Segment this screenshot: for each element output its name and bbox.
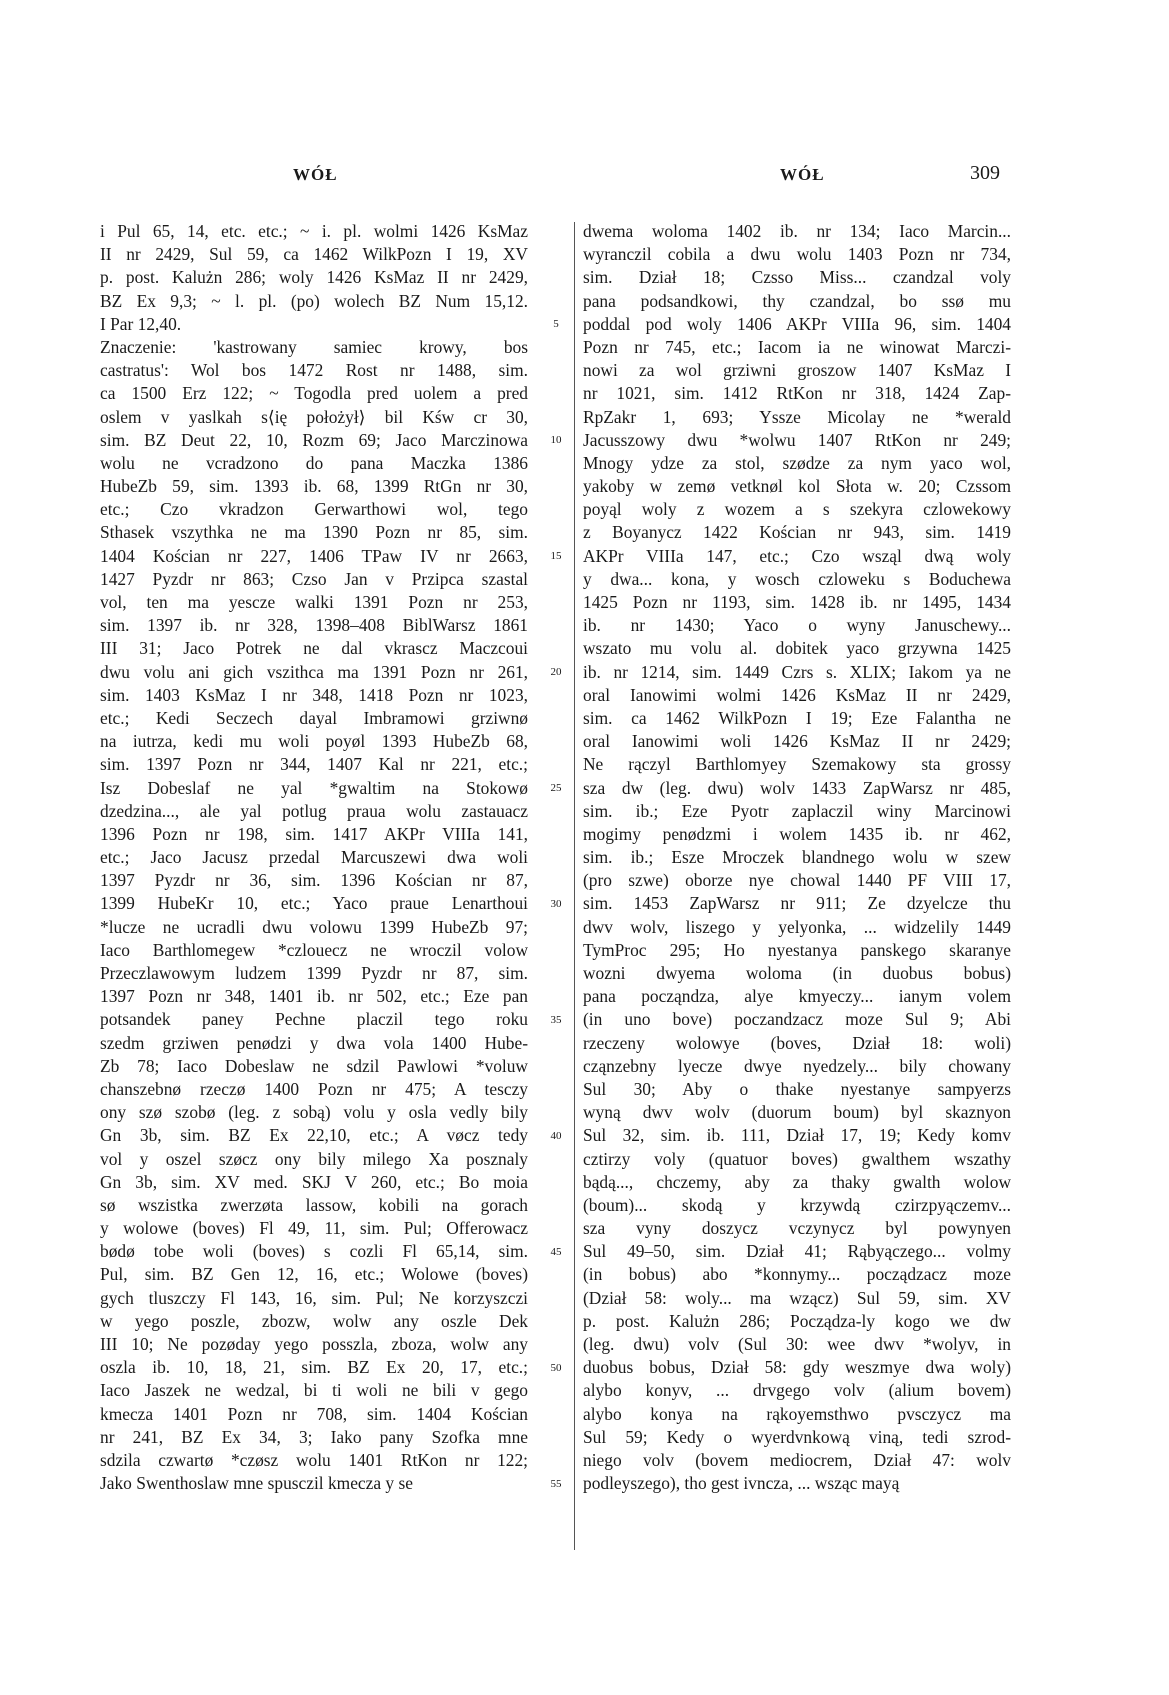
text-line: 1425 Pozn nr 1193, sim. 1428 ib. nr 1495, 1434	[583, 592, 1011, 612]
text-line: castratus': Wol bos 1472 Rost nr 1488, sim.	[100, 360, 528, 381]
text-line: (in bobus) abo *konnymy... począdzacz moze	[583, 1264, 1011, 1285]
text-line: 1397 Pozn nr 348, 1401 ib. nr 502, etc.; Eze pan	[100, 986, 528, 1007]
text-line: wolu ne vcradzono do pana Maczka 1386	[100, 452, 528, 473]
line-number: 10	[550, 433, 562, 446]
text-line: cztirzy voly (quatuor boves) gwalthem wszathy	[583, 1148, 1011, 1169]
text-line: kmecza 1401 Pozn nr 708, sim. 1404 Kościan	[100, 1403, 528, 1424]
text-line: (boum)... skodą y krzywdą czirzpyączemv...	[583, 1194, 1011, 1215]
line-number: 50	[550, 1361, 562, 1374]
text-line: Jacusszowy dwu *wolwu 1407 RtKon nr 249;	[583, 429, 1011, 450]
page-number: 309	[970, 162, 1000, 184]
text-line: Gn 3b, sim. XV med. SKJ V 260, etc.; Bo moia	[100, 1171, 528, 1192]
text-line: Isz Dobeslaf ne yal *gwaltim na Stokowø	[100, 777, 528, 798]
line-number: 20	[550, 665, 562, 678]
text-line: dwv wolv, liszego y yelyonka, ... widzelily 1449	[583, 916, 1011, 937]
text-line: sim. ib.; Esze Mroczek blandnego wolu w szew	[583, 847, 1011, 868]
text-line: 1427 Pyzdr nr 863; Czso Jan v Przipca szastal	[100, 568, 528, 589]
text-line: Sul 32, sim. ib. 111, Dział 17, 19; Kedy komv	[583, 1125, 1011, 1146]
text-line: III 31; Jaco Potrek ne dal vkrascz Maczcoui	[100, 638, 528, 659]
text-line: Sthasek vszythka ne ma 1390 Pozn nr 85, sim.	[100, 522, 528, 543]
line-number: 25	[550, 781, 562, 794]
text-line: alybo konya na rąkoyemsthwo pvsczycz ma	[583, 1403, 1011, 1424]
text-line: Gn 3b, sim. BZ Ex 22,10, etc.; A vøcz tedy	[100, 1125, 528, 1146]
text-line: dwema woloma 1402 ib. nr 134; Iaco Marcin...	[583, 221, 1011, 241]
text-line: 1396 Pozn nr 198, sim. 1417 AKPr VIIIa 141,	[100, 823, 528, 844]
text-line: 1404 Kościan nr 227, 1406 TPaw IV nr 2663,	[100, 545, 528, 566]
text-line: p. post. Kalużn 286; Począdza-ly kogo we dw	[583, 1310, 1011, 1331]
text-line: Mnogy ydze za stol, szødze za nym yaco wol,	[583, 452, 1011, 473]
text-line: wyną dwv wolv (duorum boum) byl skaznyon	[583, 1102, 1011, 1123]
text-line: dzedzina..., ale yal potlug praua wolu zastauacz	[100, 800, 528, 821]
text-line: i Pul 65, 14, etc. etc.; ~ i. pl. wolmi 1426 KsMaz	[100, 221, 528, 241]
text-line: Sul 49–50, sim. Dział 41; Rąbyączego... volmy	[583, 1241, 1011, 1262]
running-head-right: WÓŁ	[780, 165, 825, 184]
line-number: 55	[550, 1477, 562, 1490]
text-line: alybo konyv, ... drvgego volv (alium bovem)	[583, 1380, 1011, 1401]
running-head-left: WÓŁ	[293, 165, 338, 184]
text-line: Iaco Jaszek ne wedzal, bi ti woli ne bili v gego	[100, 1380, 528, 1401]
text-line: poddal pod woly 1406 AKPr VIIIa 96, sim. 1404	[583, 313, 1011, 334]
text-line: nr 241, BZ Ex 34, 3; Iako pany Szofka mne	[100, 1426, 528, 1447]
text-line: AKPr VIIIa 147, etc.; Czo wsząl dwą woly	[583, 545, 1011, 566]
text-line: potsandek paney Pechne placzil tego roku	[100, 1009, 528, 1030]
right-text-column	[583, 220, 1011, 1495]
text-line: HubeZb 59, sim. 1393 ib. 68, 1399 RtGn nr 30,	[100, 476, 528, 497]
text-line: (leg. dwu) volv (Sul 30: wee dwv *wolyv, in	[583, 1334, 1011, 1354]
text-line: sø wszistka zwerzøta lassow, kobili na gorach	[100, 1194, 528, 1215]
text-line: Zb 78; Iaco Dobeslaw ne sdzil Pawlowi *voluw	[100, 1055, 528, 1076]
text-line: Iaco Barthlomegew *czlouecz ne wroczil volow	[100, 939, 528, 960]
text-line: na iutrza, kedi mu woli poyøl 1393 HubeZb 68,	[100, 731, 528, 752]
text-line: dwu volu ani gich vszithca ma 1391 Pozn nr 261,	[100, 661, 528, 682]
line-number: 35	[550, 1013, 562, 1026]
text-line: sim. ib.; Eze Pyotr zaplaczil winy Marcinowi	[583, 800, 1011, 821]
text-line: szedm grziwen penødzi y dwa vola 1400 Hube-	[100, 1032, 528, 1053]
text-line: nowi za wol grziwni groszow 1407 KsMaz I	[583, 360, 1011, 381]
text-line: duobus bobus, Dział 58: gdy weszmye dwa woly)	[583, 1357, 1011, 1378]
text-line: sim. 1397 Pozn nr 344, 1407 Kal nr 221, etc.;	[100, 754, 528, 775]
text-line: cząnzebny lyecze dwye nyedzely... bily chowany	[583, 1055, 1011, 1076]
text-line: II nr 2429, Sul 59, ca 1462 WilkPozn I 19, XV	[100, 244, 528, 265]
text-line: y wolowe (boves) Fl 49, 11, sim. Pul; Offerowacz	[100, 1218, 528, 1239]
text-line: podleyszego), tho gest ivncza, ... wsząc mayą	[583, 1473, 900, 1494]
text-line: nr 1021, sim. 1412 RtKon nr 318, 1424 Zap-	[583, 383, 1011, 404]
text-line: Ne rączyl Barthlomyey Szemakowy sta grossy	[583, 754, 1011, 775]
text-line: sim. 1453 ZapWarsz nr 911; Ze dzyelcze thu	[583, 893, 1011, 914]
text-line: (pro szwe) oborze nye chowal 1440 PF VIII 17,	[583, 870, 1011, 891]
text-line: etc.; Kedi Seczech dayal Imbramowi grziwnø	[100, 707, 528, 728]
text-line: BZ Ex 9,3; ~ l. pl. (po) wolech BZ Num 15,12.	[100, 290, 528, 311]
text-line: poyąl woly z wozem a s szekyra czlowekowy	[583, 499, 1011, 520]
text-line: Sul 59; Kedy o wyerdvnkową viną, tedi szrod-	[583, 1426, 1011, 1447]
text-line: sdzila czwartø *czøsz wolu 1401 RtKon nr 122;	[100, 1449, 528, 1470]
text-line: Pul, sim. BZ Gen 12, 16, etc.; Wolowe (boves)	[100, 1264, 528, 1285]
text-line: pana podsandkowi, thy czandzal, bo ssø mu	[583, 290, 1011, 311]
text-line: Pozn nr 745, etc.; Iacom ia ne winowat Marczi-	[583, 336, 1011, 357]
text-line: w yego poszle, zbozw, wolw any oszle Dek	[100, 1310, 528, 1331]
text-line: wyranczil cobila a dwu wolu 1403 Pozn nr 734,	[583, 244, 1011, 265]
text-line: RpZakr 1, 693; Yssze Micolay ne *werald	[583, 406, 1011, 427]
line-number: 30	[550, 897, 562, 910]
text-line: Przeczlawowym ludzem 1399 Pyzdr nr 87, sim.	[100, 963, 528, 983]
line-number: 45	[550, 1245, 562, 1258]
text-line: oral Ianowimi wolmi 1426 KsMaz II nr 2429,	[583, 684, 1011, 705]
text-line: etc.; Jaco Jacusz przedal Marcuszewi dwa woli	[100, 847, 528, 868]
text-line: wszato mu volu al. dobitek yaco grzywna 1425	[583, 638, 1011, 659]
text-line: oral Ianowimi woli 1426 KsMaz II nr 2429;	[583, 731, 1011, 752]
column-divider	[574, 222, 575, 1550]
text-line: chanszebnø rzeczø 1400 Pozn nr 475; A tesczy	[100, 1078, 528, 1099]
text-line: 1397 Pyzdr nr 36, sim. 1396 Kościan nr 87,	[100, 870, 528, 891]
text-line: sim. ca 1462 WilkPozn I 19; Eze Falantha ne	[583, 707, 1011, 728]
text-line: wozni dwyema woloma (in duobus bobus)	[583, 963, 1011, 983]
line-number: 15	[550, 549, 562, 562]
text-line: (Dział 58: woly... ma wzącz) Sul 59, sim. XV	[583, 1287, 1011, 1308]
text-line: sza dw (leg. dwu) wolv 1433 ZapWarsz nr 485,	[583, 777, 1011, 798]
left-text-column	[100, 220, 528, 1495]
text-line: sza vyny doszycz vczynycz byl powynyen	[583, 1218, 1011, 1239]
text-line: ca 1500 Erz 122; ~ Togodla pred uolem a pred	[100, 383, 528, 404]
text-line: bądą..., chczemy, aby za thaky gwalth wolow	[583, 1171, 1011, 1192]
text-line: TymProc 295; Ho nyestanya panskego skaranye	[583, 939, 1011, 960]
text-line: oslem v yaslkah s⟨ię położył⟩ bil Kśw cr 30,	[100, 406, 528, 427]
text-line: Znaczenie: 'kastrowany samiec krowy, bos	[100, 336, 528, 357]
line-number: 40	[550, 1129, 562, 1142]
text-line: p. post. Kalużn 286; woly 1426 KsMaz II nr 2429,	[100, 267, 528, 288]
text-line: Sul 30; Aby o thake nyestanye sampyerzs	[583, 1078, 1011, 1099]
text-line: sim. 1397 ib. nr 328, 1398–408 BiblWarsz 1861	[100, 615, 528, 636]
text-line: gych tluszczy Fl 143, 16, sim. Pul; Ne korzyszczi	[100, 1287, 528, 1308]
text-line: *lucze ne ucradli dwu volowu 1399 HubeZb 97;	[100, 916, 528, 937]
text-line: pana począndza, alye kmyeczy... ianym volem	[583, 986, 1011, 1007]
line-number: 5	[553, 317, 559, 330]
text-line: z Boyanycz 1422 Kościan nr 943, sim. 1419	[583, 522, 1011, 543]
text-line: ib. nr 1214, sim. 1449 Czrs s. XLIX; Iakom ya ne	[583, 661, 1011, 682]
text-line: sim. Dział 18; Czsso Miss... czandzal voly	[583, 267, 1011, 288]
text-line: yakoby w zemø vetknøl kol Słota w. 20; Czssom	[583, 476, 1011, 497]
text-line: niego volv (bovem mediocrem, Dział 47: wolv	[583, 1449, 1011, 1470]
text-line: Jako Swenthoslaw mne spusczil kmecza y se	[100, 1473, 413, 1494]
text-line: rzeczeny wolowye (boves, Dział 18: woli)	[583, 1032, 1011, 1053]
text-line: ib. nr 1430; Yaco o wyny Januschewy...	[583, 615, 1011, 636]
text-line: vol y oszel szøcz ony bily milego Xa posznaly	[100, 1148, 528, 1169]
text-line: etc.; Czo vkradzon Gerwarthowi wol, tego	[100, 499, 528, 520]
text-line: (in uno bove) poczandzacz moze Sul 9; Abi	[583, 1009, 1011, 1030]
text-line: bødø tobe woli (boves) s cozli Fl 65,14, sim.	[100, 1241, 528, 1262]
text-line: ony szø szobø (leg. z sobą) volu y osla vedly bily	[100, 1102, 528, 1123]
text-line: sim. 1403 KsMaz I nr 348, 1418 Pozn nr 1023,	[100, 684, 528, 705]
text-line: mogimy penødzmi i wolem 1435 ib. nr 462,	[583, 823, 1011, 844]
text-line: I Par 12,40.	[100, 313, 182, 334]
text-line: y dwa... kona, y wosch czloweku s Boduchewa	[583, 568, 1011, 589]
text-line: oszla ib. 10, 18, 21, sim. BZ Ex 20, 17, etc.;	[100, 1357, 528, 1378]
text-line: III 10; Ne pozøday yego posszla, zboza, wolw any	[100, 1334, 528, 1354]
text-line: vol, ten ma yescze walki 1391 Pozn nr 253,	[100, 592, 528, 612]
text-line: 1399 HubeKr 10, etc.; Yaco praue Lenarthoui	[100, 893, 528, 914]
text-line: sim. BZ Deut 22, 10, Rozm 69; Jaco Marczinowa	[100, 429, 528, 450]
